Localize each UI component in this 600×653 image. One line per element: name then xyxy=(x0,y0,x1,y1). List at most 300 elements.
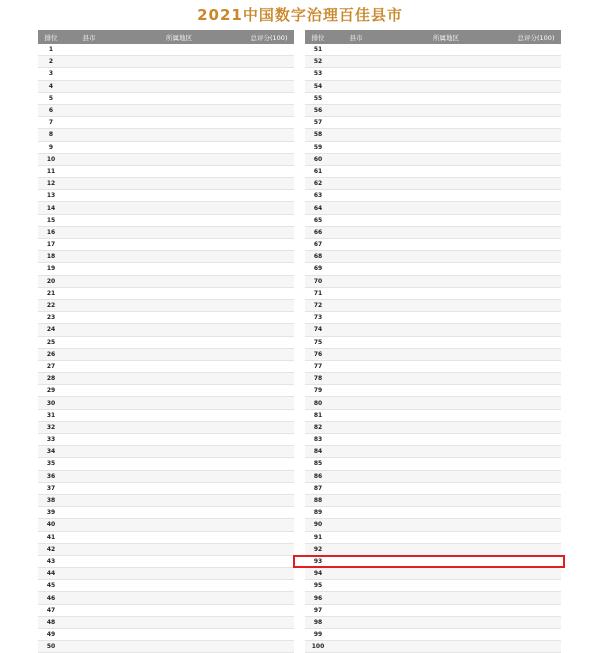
rank-cell: 77 xyxy=(305,360,331,372)
table-row xyxy=(38,299,294,311)
county-cell xyxy=(64,153,114,165)
county-cell xyxy=(64,287,114,299)
province-cell xyxy=(114,287,174,299)
table-row xyxy=(38,592,294,604)
city-cell xyxy=(174,178,244,190)
province-cell xyxy=(114,178,174,190)
score-cell xyxy=(244,299,294,311)
rank-cell: 33 xyxy=(38,434,64,446)
score-cell xyxy=(511,202,561,214)
city-cell xyxy=(174,373,244,385)
score-cell xyxy=(511,629,561,641)
table-row xyxy=(305,190,561,202)
city-cell xyxy=(174,165,244,177)
table-row xyxy=(305,153,561,165)
score-cell xyxy=(244,178,294,190)
county-cell xyxy=(331,373,381,385)
score-cell xyxy=(244,470,294,482)
rank-cell: 36 xyxy=(38,470,64,482)
county-cell xyxy=(331,178,381,190)
county-cell xyxy=(331,580,381,592)
city-cell xyxy=(174,190,244,202)
table-row xyxy=(38,104,294,116)
city-cell xyxy=(174,580,244,592)
province-cell xyxy=(381,153,441,165)
province-cell xyxy=(381,129,441,141)
city-cell xyxy=(174,129,244,141)
table-row xyxy=(38,263,294,275)
score-cell xyxy=(244,202,294,214)
province-cell xyxy=(114,641,174,653)
score-cell xyxy=(511,117,561,129)
score-cell xyxy=(244,129,294,141)
city-cell xyxy=(441,543,511,555)
score-cell xyxy=(511,580,561,592)
province-cell xyxy=(381,80,441,92)
rank-cell: 12 xyxy=(38,178,64,190)
rank-cell: 40 xyxy=(38,519,64,531)
province-cell xyxy=(114,129,174,141)
score-cell xyxy=(244,360,294,372)
province-cell xyxy=(381,312,441,324)
table-row xyxy=(38,641,294,653)
county-cell xyxy=(64,299,114,311)
city-cell xyxy=(441,629,511,641)
city-cell xyxy=(441,494,511,506)
city-cell xyxy=(174,507,244,519)
table-row xyxy=(305,239,561,251)
score-cell xyxy=(244,226,294,238)
table-row xyxy=(38,202,294,214)
city-cell xyxy=(441,226,511,238)
score-cell xyxy=(244,385,294,397)
table-row xyxy=(305,641,561,653)
score-cell xyxy=(244,555,294,567)
header-rank: 排位 xyxy=(305,30,331,44)
rank-cell: 45 xyxy=(38,580,64,592)
rank-cell: 68 xyxy=(305,251,331,263)
table-row xyxy=(305,178,561,190)
county-cell xyxy=(64,434,114,446)
province-cell xyxy=(114,592,174,604)
county-cell xyxy=(64,336,114,348)
city-cell xyxy=(441,287,511,299)
header-rank: 排位 xyxy=(38,30,64,44)
county-cell xyxy=(331,385,381,397)
city-cell xyxy=(174,312,244,324)
province-cell xyxy=(114,92,174,104)
rank-cell: 41 xyxy=(38,531,64,543)
city-cell xyxy=(441,434,511,446)
city-cell xyxy=(441,397,511,409)
score-cell xyxy=(244,251,294,263)
city-cell xyxy=(441,336,511,348)
county-cell xyxy=(64,580,114,592)
county-cell xyxy=(64,312,114,324)
score-cell xyxy=(511,470,561,482)
rank-cell: 53 xyxy=(305,68,331,80)
province-cell xyxy=(381,92,441,104)
table-row xyxy=(305,604,561,616)
table-row xyxy=(38,446,294,458)
score-cell xyxy=(244,494,294,506)
table-row xyxy=(38,80,294,92)
province-cell xyxy=(114,68,174,80)
score-cell xyxy=(511,190,561,202)
table-row xyxy=(38,507,294,519)
province-cell xyxy=(114,312,174,324)
province-cell xyxy=(114,141,174,153)
rank-cell: 84 xyxy=(305,446,331,458)
province-cell xyxy=(114,434,174,446)
table-row xyxy=(305,629,561,641)
table-row xyxy=(305,470,561,482)
county-cell xyxy=(331,446,381,458)
table-row xyxy=(38,555,294,567)
province-cell xyxy=(114,385,174,397)
county-cell xyxy=(331,360,381,372)
province-cell xyxy=(114,165,174,177)
county-cell xyxy=(64,373,114,385)
rank-cell: 52 xyxy=(305,56,331,68)
rank-cell: 7 xyxy=(38,117,64,129)
province-cell xyxy=(114,494,174,506)
table-row xyxy=(305,202,561,214)
city-cell xyxy=(174,519,244,531)
county-cell xyxy=(331,153,381,165)
table-row xyxy=(38,68,294,80)
table-row xyxy=(305,336,561,348)
score-cell xyxy=(244,92,294,104)
rank-cell: 28 xyxy=(38,373,64,385)
city-cell xyxy=(174,421,244,433)
header-county: 县市 xyxy=(64,30,114,44)
city-cell xyxy=(441,604,511,616)
city-cell xyxy=(174,104,244,116)
table-row xyxy=(305,519,561,531)
county-cell xyxy=(64,226,114,238)
rank-cell: 85 xyxy=(305,458,331,470)
table-row xyxy=(38,44,294,56)
rank-cell: 8 xyxy=(38,129,64,141)
city-cell xyxy=(174,324,244,336)
rank-cell: 25 xyxy=(38,336,64,348)
city-cell xyxy=(174,299,244,311)
rank-cell: 93 xyxy=(305,555,331,567)
city-cell xyxy=(441,104,511,116)
rank-cell: 78 xyxy=(305,373,331,385)
score-cell xyxy=(244,165,294,177)
score-cell xyxy=(511,458,561,470)
city-cell xyxy=(441,312,511,324)
rank-cell: 63 xyxy=(305,190,331,202)
county-cell xyxy=(64,348,114,360)
city-cell xyxy=(441,446,511,458)
table-header xyxy=(305,30,561,44)
table-row xyxy=(305,324,561,336)
rank-cell: 82 xyxy=(305,421,331,433)
province-cell xyxy=(114,360,174,372)
score-cell xyxy=(244,336,294,348)
county-cell xyxy=(64,214,114,226)
table-row xyxy=(38,214,294,226)
score-cell xyxy=(244,239,294,251)
rank-cell: 87 xyxy=(305,482,331,494)
province-cell xyxy=(381,507,441,519)
score-cell xyxy=(511,165,561,177)
county-cell xyxy=(331,129,381,141)
score-cell xyxy=(244,287,294,299)
score-cell xyxy=(244,68,294,80)
table-row-highlighted xyxy=(305,580,561,592)
province-cell xyxy=(381,446,441,458)
province-cell xyxy=(114,263,174,275)
score-cell xyxy=(244,580,294,592)
table-header xyxy=(38,30,294,44)
province-cell xyxy=(381,421,441,433)
city-cell xyxy=(441,531,511,543)
rank-cell: 23 xyxy=(38,312,64,324)
rank-cell: 9 xyxy=(38,141,64,153)
score-cell xyxy=(511,519,561,531)
city-cell xyxy=(441,153,511,165)
province-cell xyxy=(381,226,441,238)
table-row xyxy=(38,153,294,165)
score-cell xyxy=(244,312,294,324)
province-cell xyxy=(381,385,441,397)
county-cell xyxy=(64,68,114,80)
city-cell xyxy=(441,141,511,153)
county-cell xyxy=(331,421,381,433)
rank-cell: 89 xyxy=(305,507,331,519)
city-cell xyxy=(174,153,244,165)
province-cell xyxy=(381,117,441,129)
score-cell xyxy=(511,543,561,555)
rank-cell: 55 xyxy=(305,92,331,104)
table-row xyxy=(305,507,561,519)
city-cell xyxy=(174,44,244,56)
table-row xyxy=(38,519,294,531)
city-cell xyxy=(174,385,244,397)
table-row xyxy=(38,397,294,409)
county-cell xyxy=(64,470,114,482)
table-row xyxy=(38,324,294,336)
score-cell xyxy=(244,434,294,446)
rank-cell: 56 xyxy=(305,104,331,116)
province-cell xyxy=(381,251,441,263)
province-cell xyxy=(114,56,174,68)
county-cell xyxy=(331,44,381,56)
rank-cell: 13 xyxy=(38,190,64,202)
province-cell xyxy=(114,275,174,287)
rank-cell: 70 xyxy=(305,275,331,287)
province-cell xyxy=(381,458,441,470)
city-cell xyxy=(441,482,511,494)
rank-cell: 83 xyxy=(305,434,331,446)
table-row xyxy=(305,263,561,275)
county-cell xyxy=(331,592,381,604)
rank-cell: 20 xyxy=(38,275,64,287)
county-cell xyxy=(64,519,114,531)
highlight-box xyxy=(293,555,565,568)
city-cell xyxy=(441,458,511,470)
score-cell xyxy=(244,141,294,153)
province-cell xyxy=(381,165,441,177)
city-cell xyxy=(174,117,244,129)
county-cell xyxy=(331,348,381,360)
table-row xyxy=(305,373,561,385)
province-cell xyxy=(114,458,174,470)
county-cell xyxy=(64,117,114,129)
rank-cell: 72 xyxy=(305,299,331,311)
county-cell xyxy=(331,141,381,153)
province-cell xyxy=(381,263,441,275)
page-title: 2021中国数字治理百佳县市 xyxy=(197,6,403,24)
rank-cell: 3 xyxy=(38,68,64,80)
city-cell xyxy=(441,507,511,519)
city-cell xyxy=(174,531,244,543)
county-cell xyxy=(331,616,381,628)
city-cell xyxy=(174,494,244,506)
score-cell xyxy=(244,592,294,604)
province-cell xyxy=(114,336,174,348)
city-cell xyxy=(441,44,511,56)
county-cell xyxy=(331,397,381,409)
rank-cell: 64 xyxy=(305,202,331,214)
county-cell xyxy=(331,641,381,653)
province-cell xyxy=(114,324,174,336)
rank-cell: 88 xyxy=(305,494,331,506)
score-cell xyxy=(244,641,294,653)
table-row xyxy=(305,312,561,324)
rank-cell: 44 xyxy=(38,568,64,580)
city-cell xyxy=(441,348,511,360)
table-row xyxy=(305,141,561,153)
table-row xyxy=(305,92,561,104)
province-cell xyxy=(381,348,441,360)
province-cell xyxy=(114,80,174,92)
score-cell xyxy=(244,56,294,68)
city-cell xyxy=(441,568,511,580)
county-cell xyxy=(64,165,114,177)
table-row xyxy=(305,165,561,177)
county-cell xyxy=(331,214,381,226)
province-cell xyxy=(381,104,441,116)
county-cell xyxy=(64,56,114,68)
county-cell xyxy=(64,275,114,287)
city-cell xyxy=(174,202,244,214)
rank-cell: 6 xyxy=(38,104,64,116)
county-cell xyxy=(331,92,381,104)
table-row xyxy=(38,580,294,592)
score-cell xyxy=(511,312,561,324)
province-cell xyxy=(381,616,441,628)
city-cell xyxy=(174,287,244,299)
province-cell xyxy=(381,543,441,555)
score-cell xyxy=(511,44,561,56)
county-cell xyxy=(331,324,381,336)
county-cell xyxy=(331,482,381,494)
city-cell xyxy=(174,543,244,555)
province-cell xyxy=(381,580,441,592)
rank-cell: 35 xyxy=(38,458,64,470)
score-cell xyxy=(244,543,294,555)
county-cell xyxy=(331,56,381,68)
county-cell xyxy=(331,629,381,641)
table-row xyxy=(38,470,294,482)
rank-cell: 54 xyxy=(305,80,331,92)
score-cell xyxy=(511,616,561,628)
county-cell xyxy=(64,555,114,567)
score-cell xyxy=(511,324,561,336)
rank-cell: 80 xyxy=(305,397,331,409)
province-cell xyxy=(381,592,441,604)
score-cell xyxy=(244,190,294,202)
table-row xyxy=(305,299,561,311)
rank-cell: 47 xyxy=(38,604,64,616)
score-cell xyxy=(511,360,561,372)
city-cell xyxy=(174,214,244,226)
table-row xyxy=(38,568,294,580)
score-cell xyxy=(511,385,561,397)
score-cell xyxy=(511,251,561,263)
county-cell xyxy=(331,543,381,555)
province-cell xyxy=(114,616,174,628)
province-cell xyxy=(381,141,441,153)
table-row xyxy=(38,287,294,299)
county-cell xyxy=(331,312,381,324)
province-cell xyxy=(114,226,174,238)
rank-cell: 91 xyxy=(305,531,331,543)
city-cell xyxy=(174,568,244,580)
rank-cell: 73 xyxy=(305,312,331,324)
score-cell xyxy=(244,397,294,409)
table-row xyxy=(305,543,561,555)
rank-cell: 61 xyxy=(305,165,331,177)
province-cell xyxy=(114,568,174,580)
province-cell xyxy=(381,434,441,446)
county-cell xyxy=(64,446,114,458)
city-cell xyxy=(441,641,511,653)
score-cell xyxy=(244,629,294,641)
county-cell xyxy=(64,629,114,641)
city-cell xyxy=(441,519,511,531)
county-cell xyxy=(331,117,381,129)
city-cell xyxy=(174,80,244,92)
county-cell xyxy=(331,251,381,263)
city-cell xyxy=(441,239,511,251)
province-cell xyxy=(114,117,174,129)
county-cell xyxy=(64,202,114,214)
county-cell xyxy=(331,519,381,531)
rank-cell: 96 xyxy=(305,592,331,604)
table-row xyxy=(305,616,561,628)
city-cell xyxy=(174,482,244,494)
city-cell xyxy=(174,470,244,482)
province-cell xyxy=(381,373,441,385)
score-cell xyxy=(511,409,561,421)
county-cell xyxy=(64,397,114,409)
table-row xyxy=(305,494,561,506)
table-row xyxy=(305,68,561,80)
table-row xyxy=(305,360,561,372)
rank-cell: 14 xyxy=(38,202,64,214)
rank-cell: 48 xyxy=(38,616,64,628)
province-cell xyxy=(381,470,441,482)
county-cell xyxy=(64,616,114,628)
score-cell xyxy=(511,226,561,238)
score-cell xyxy=(511,239,561,251)
